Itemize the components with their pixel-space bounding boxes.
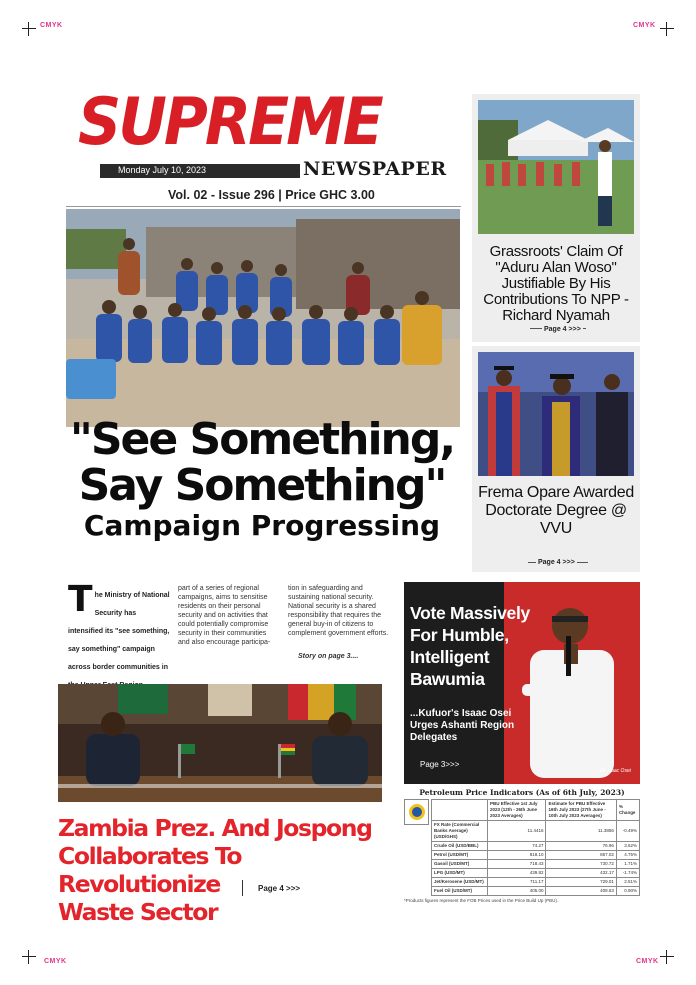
bawumia-title-line-1: Vote Massively xyxy=(410,603,530,623)
table-cell: 729.01 xyxy=(546,878,616,887)
registration-mark-bottom-left xyxy=(22,950,36,964)
table-cell: -1.74% xyxy=(616,869,639,878)
table-cell: 730.72 xyxy=(546,860,616,869)
story-column-3: tion in safeguarding and sustaining national security. National security is a shared responsibility that requires the general buy-in of citizens to complement government efforts. xyxy=(288,585,389,637)
table-cell: 0.90% xyxy=(616,887,639,896)
zambia-divider xyxy=(242,880,243,896)
petroleum-table xyxy=(431,799,640,896)
petroleum-footnote: *Products figures represent the FOB Prices used in the Price Build Up (PBU). xyxy=(404,898,559,903)
story-lead-bold: he Ministry of National Security has intensified its "see something, say something" campaign across border communities in xyxy=(68,592,170,671)
issue-line: Vol. 02 - Issue 296 | Price GHC 3.00 xyxy=(168,188,375,202)
masthead-title: SUPREME xyxy=(78,84,381,161)
main-headline-line-1: "See Something, xyxy=(69,414,455,465)
date-bar xyxy=(100,164,300,178)
zambia-headline-line-2: Collaborates To Revolutionize xyxy=(58,842,242,898)
story-page-ref[interactable]: Story on page 3.... xyxy=(298,653,359,660)
table-row xyxy=(432,869,640,878)
npa-logo-icon xyxy=(409,804,425,820)
table-cell: 76.96 xyxy=(546,842,616,851)
table-row xyxy=(432,878,640,887)
npa-logo xyxy=(404,799,429,825)
bawumia-title-line-2: For Humble, xyxy=(410,625,509,645)
cmyk-label-bottom-left: CMYK xyxy=(44,958,67,965)
petroleum-body xyxy=(404,799,640,896)
table-row xyxy=(432,821,640,842)
side-story-1 xyxy=(472,94,640,342)
table-cell: 711.17 xyxy=(487,878,546,887)
table-cell: 439.82 xyxy=(487,869,546,878)
table-cell-label: FX Rate (Commercial Banks Average) (USD/GHS) xyxy=(432,821,488,842)
side-story-1-photo xyxy=(478,100,634,234)
table-cell: 11.4416 xyxy=(487,821,546,842)
side-story-2-page-ref[interactable]: Page 4 >>> xyxy=(538,559,575,566)
registration-mark-top-left xyxy=(22,22,36,36)
table-cell-label: Crude Oil (USD/BBL) xyxy=(432,842,488,851)
registration-mark-bottom-right xyxy=(660,950,674,964)
main-headline xyxy=(66,414,458,542)
main-headline-line-3: Campaign Progressing xyxy=(83,509,441,542)
main-story-photo xyxy=(66,209,460,427)
registration-mark-top-right xyxy=(660,22,674,36)
petroleum-header-cell: % Change xyxy=(616,800,639,821)
rally-photo-illustration xyxy=(478,100,634,234)
side-story-1-page-ref[interactable]: Page 4 >>> xyxy=(544,326,581,333)
table-cell-label: Jet/Kerosene (USD/MT) xyxy=(432,878,488,887)
zambia-page-ref[interactable]: Page 4 >>> xyxy=(258,884,301,893)
speaker-photo-illustration xyxy=(512,594,632,778)
group-photo-illustration xyxy=(66,209,460,427)
zambia-headline-line-3: Waste Sector xyxy=(58,898,218,926)
bawumia-title xyxy=(410,602,530,690)
petroleum-title: Petroleum Price Indicators (As of 6th July, 2023) xyxy=(419,788,625,797)
petroleum-header-cell xyxy=(432,800,488,821)
table-cell-label: LPG (USD/MT) xyxy=(432,869,488,878)
petroleum-box xyxy=(404,788,640,906)
table-cell: 718.43 xyxy=(487,860,546,869)
bawumia-caption: Mr Isaac Osei xyxy=(600,768,631,774)
cmyk-label-bottom-right: CMYK xyxy=(636,958,659,965)
bawumia-story xyxy=(404,582,640,784)
table-row xyxy=(432,842,640,851)
table-cell: 11.3856 xyxy=(546,821,616,842)
table-row xyxy=(432,887,640,896)
table-cell: 3.62% xyxy=(616,842,639,851)
cmyk-label-top-left: CMYK xyxy=(40,22,63,29)
issue-date: Monday July 10, 2023 xyxy=(118,165,207,175)
table-cell: 4.75% xyxy=(616,851,639,860)
graduation-photo-illustration xyxy=(478,352,634,476)
side-story-2 xyxy=(472,346,640,572)
table-cell: 74.27 xyxy=(487,842,546,851)
zambia-headline xyxy=(58,814,398,926)
petroleum-header-row xyxy=(432,800,640,821)
table-cell: 1.71% xyxy=(616,860,639,869)
table-cell: 432.17 xyxy=(546,869,616,878)
meeting-photo-illustration xyxy=(58,684,382,802)
side-story-2-photo xyxy=(478,352,634,476)
table-cell-label: Gasoil (USD/MT) xyxy=(432,860,488,869)
main-headline-line-2: Say Something" xyxy=(78,460,446,511)
table-cell: 408.63 xyxy=(546,887,616,896)
story-column-2: part of a series of regional campaigns, aims to sensitise residents on their personal security and on activities that could potentially compromise security in their communities and also encourage participa- xyxy=(178,585,271,646)
table-cell: -0.49% xyxy=(616,821,639,842)
cmyk-label-top-right: CMYK xyxy=(633,22,656,29)
petroleum-header-cell: Estimate for PBU Effective 16th July 2023 (27th June - 10th July 2023 Averages) xyxy=(546,800,616,821)
petroleum-header-cell: PBU Effective 1st July 2023 (12th - 26th June 2023 Averages) xyxy=(487,800,546,821)
table-cell: 2.51% xyxy=(616,878,639,887)
bawumia-title-line-4: Bawumia xyxy=(410,669,485,689)
zambia-story-photo xyxy=(58,684,382,802)
bawumia-title-line-3: Intelligent xyxy=(410,647,490,667)
table-row xyxy=(432,860,640,869)
bawumia-page-ref[interactable]: Page 3>>> xyxy=(420,760,460,769)
table-cell: 818.10 xyxy=(487,851,546,860)
side-story-1-title: Grassroots' Claim Of "Aduru Alan Woso" Justifiable By His Contributions To NPP - Richard Nyamah xyxy=(483,243,629,324)
table-cell-label: Fuel Oil (USD/MT) xyxy=(432,887,488,896)
zambia-headline-line-1: Zambia Prez. And Jospong xyxy=(58,814,372,842)
table-cell-label: Petrol (USD/MT) xyxy=(432,851,488,860)
masthead-rule xyxy=(66,206,461,207)
table-cell: 857.02 xyxy=(546,851,616,860)
drop-cap: T xyxy=(68,579,93,620)
masthead-subtitle: NEWSPAPER xyxy=(303,158,447,180)
table-row xyxy=(432,851,640,860)
side-story-2-title: Frema Opare Awarded Doctorate Degree @ VVU xyxy=(478,484,634,537)
bawumia-subtitle: ...Kufuor's Isaac Osei Urges Ashanti Region Delegates xyxy=(410,708,515,743)
table-cell: 405.00 xyxy=(487,887,546,896)
